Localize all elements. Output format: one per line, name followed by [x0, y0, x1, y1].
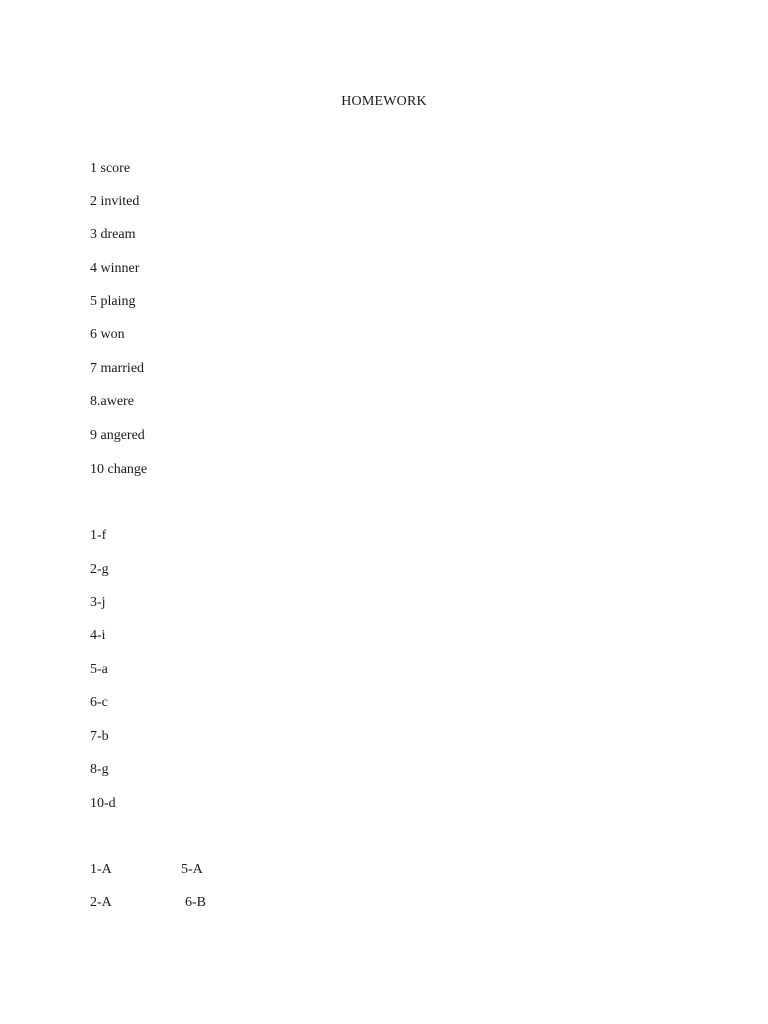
match-line: 3-j — [90, 595, 106, 610]
document-title: HOMEWORK — [341, 94, 427, 109]
answer-line: 7 married — [90, 361, 145, 376]
match-line: 7-b — [90, 729, 109, 744]
match-line: 4-i — [90, 628, 106, 643]
answer-line: 10 change — [90, 462, 148, 477]
choice-line-left: 2-A — [90, 895, 112, 910]
answer-line: 6 won — [90, 327, 125, 342]
match-line: 8-g — [90, 762, 109, 777]
choice-line-right: 6-B — [185, 895, 206, 910]
answer-line: 4 winner — [90, 261, 140, 276]
match-line: 10-d — [90, 796, 116, 811]
answer-line: 9 angered — [90, 428, 145, 443]
answer-line: 5 plaing — [90, 294, 136, 309]
choice-line-right: 5-A — [181, 862, 203, 877]
answer-line: 2 invited — [90, 194, 140, 209]
match-line: 2-g — [90, 562, 109, 577]
answer-line: 8.awere — [90, 394, 134, 409]
answer-line: 3 dream — [90, 227, 136, 242]
match-line: 6-c — [90, 695, 108, 710]
match-line: 5-a — [90, 662, 108, 677]
match-line: 1-f — [90, 528, 107, 543]
choice-line-left: 1-A — [90, 862, 112, 877]
answer-line: 1 score — [90, 161, 131, 176]
